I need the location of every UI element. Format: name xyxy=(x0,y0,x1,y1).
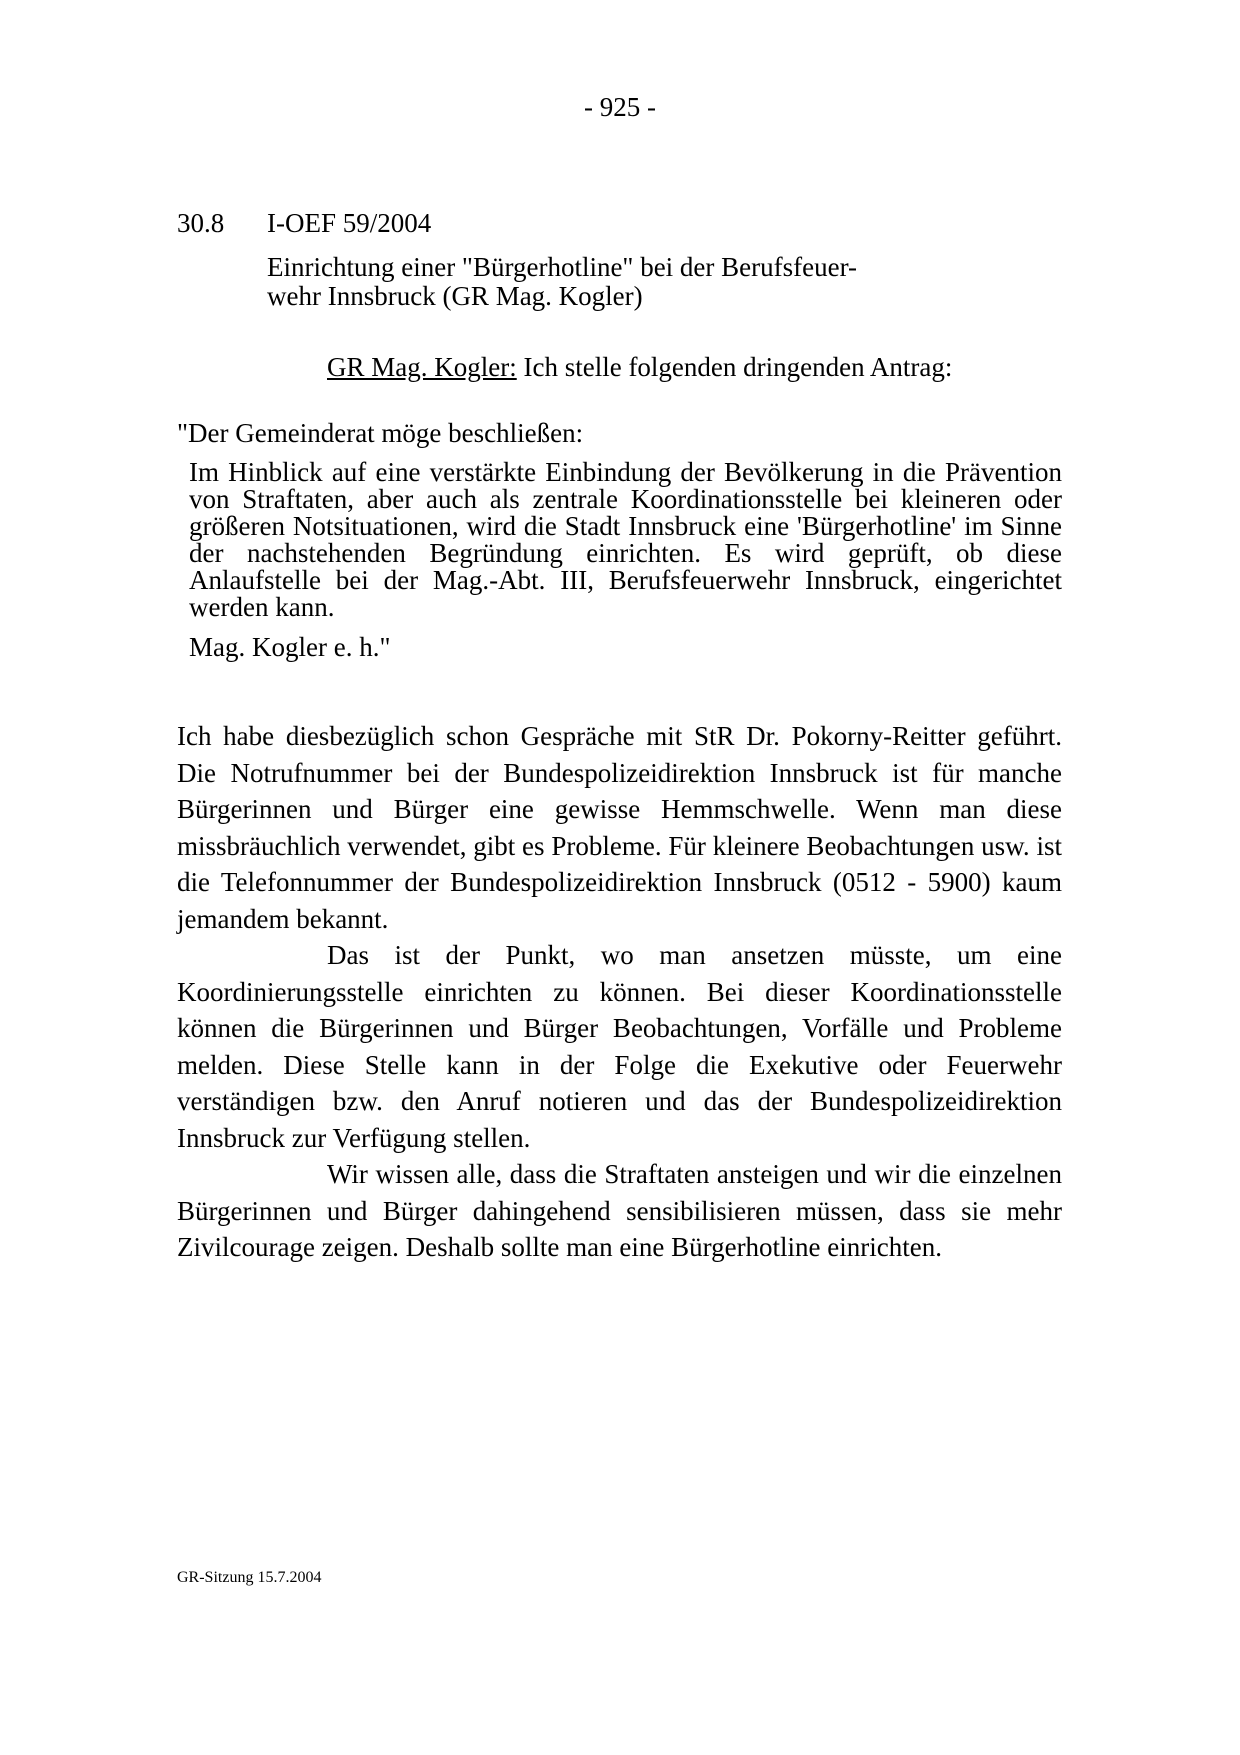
speaker-name: GR Mag. Kogler: xyxy=(327,352,517,382)
motion-intro: "Der Gemeinderat möge beschließen: xyxy=(177,418,584,448)
agenda-item-title xyxy=(267,253,967,311)
speaker-line xyxy=(327,352,952,383)
speech-paragraph-2: Das ist der Punkt, wo man ansetzen müsste, um eine Koordinierungsstelle einrichten zu können. Bei dieser Koordinationsstelle können die Bürgerinnen und Bürger Beobachtungen, Vorfälle und Probleme melden. Diese Stelle kann in der Folge die Exekutive oder Feuerwehr verständigen bzw. den Anruf notieren und das der Bundespolizeidirektion Innsbruck zur Verfügung stellen. xyxy=(177,940,1062,1153)
agenda-item-header xyxy=(177,208,431,239)
agenda-item-title-line-1: Einrichtung einer "Bürgerhotline" bei der Berufsfeuer- xyxy=(267,252,858,282)
speech-paragraph-1: Ich habe diesbezüglich schon Gespräche mit StR Dr. Pokorny-Reitter geführt. Die Notrufnummer bei der Bundespolizeidirektion Innsbruck ist für manche Bürgerinnen und Bürger eine gewisse Hemmschwelle. Wenn man diese missbräuchlich verwendet, gibt es Probleme. Für kleinere Beobachtungen usw. ist die Telefonnummer der Bundespolizeidirektion Innsbruck (0512 - 5900) kaum jemandem bekannt. xyxy=(177,721,1062,934)
speaker-text: Ich stelle folgenden dringenden Antrag: xyxy=(516,352,953,382)
agenda-item-reference: I-OEF 59/2004 xyxy=(267,208,432,238)
motion-signature: Mag. Kogler e. h." xyxy=(189,632,391,662)
speech-text xyxy=(177,718,1062,1266)
page-number: - 925 - xyxy=(584,92,656,122)
motion-body: Im Hinblick auf eine verstärkte Einbindung der Bevölkerung in die Prävention von Straftaten, aber auch als zentrale Koordinationsstelle bei kleineren oder größeren Notsituationen, wird die Stadt Innsbruck eine 'Bürgerhotline' im Sinne der nachstehenden Begründung einrichten. Es wird geprüft, ob diese Anlaufstelle bei der Mag.-Abt. III, Berufsfeuerwehr Innsbruck, eingerichtet werden kann. xyxy=(189,457,1062,622)
agenda-item-title-line-2: wehr Innsbruck (GR Mag. Kogler) xyxy=(267,281,643,311)
footer-session-date: GR-Sitzung 15.7.2004 xyxy=(177,1569,322,1586)
speech-paragraph-3: Wir wissen alle, dass die Straftaten ansteigen und wir die einzelnen Bürgerinnen und Bürger dahingehend sensibilisieren müssen, dass sie mehr Zivilcourage zeigen. Deshalb sollte man eine Bürgerhotline einrichten. xyxy=(177,1159,1062,1262)
agenda-item-number: 30.8 xyxy=(177,208,225,238)
